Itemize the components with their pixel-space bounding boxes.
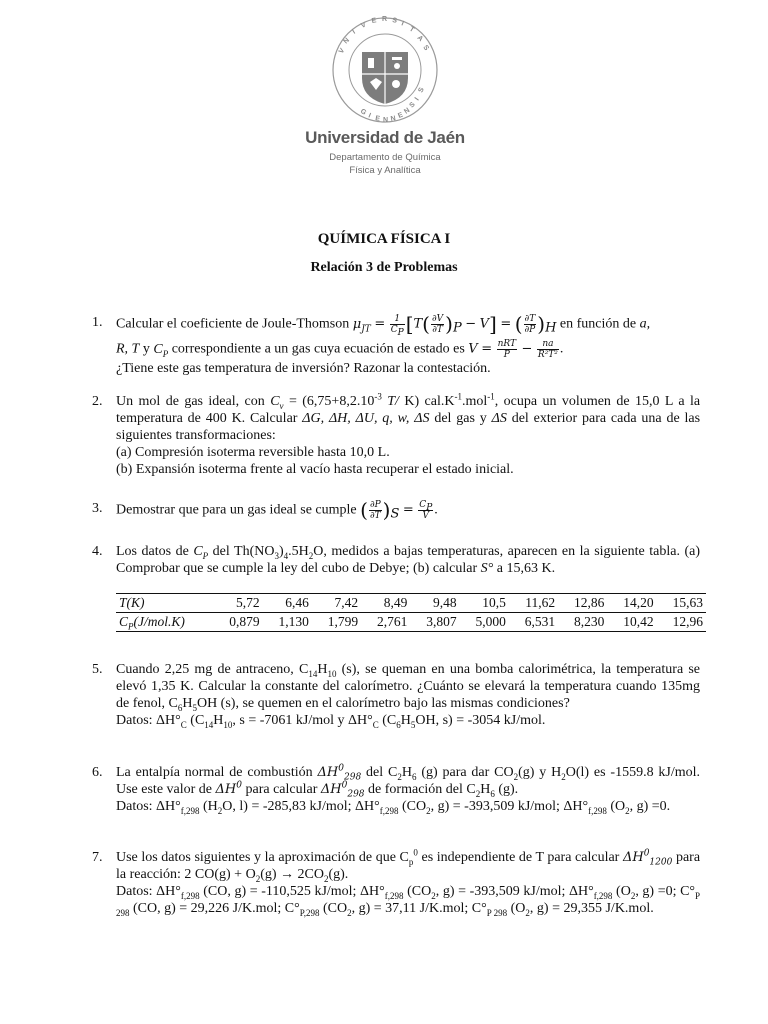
- table-cell: 15,63: [657, 594, 706, 613]
- problem-2: [92, 393, 700, 478]
- problem-3: [92, 500, 700, 521]
- department-name: [300, 151, 470, 177]
- problem-text: Los datos de $C_P$ del $Th(NO_3)_4.5H_2O$, medidos a bajas temperaturas, aparecen en la siguiente tabla. (a) Comprobar que se cumple la ley del cubo de Debye; (b) calcular S° a 15,63 K.: [116, 544, 701, 576]
- department-line-2: Física y Analítica: [349, 165, 421, 176]
- svg-text:E: E: [397, 111, 405, 120]
- table-row-label: $C_P(J/mol.K)$: [116, 613, 213, 632]
- table-cell: 5,72: [213, 594, 262, 613]
- svg-text:S: S: [391, 17, 398, 25]
- table-row: [116, 594, 706, 613]
- svg-text:A: A: [415, 34, 425, 43]
- svg-text:N: N: [342, 36, 351, 46]
- svg-text:E: E: [374, 115, 381, 123]
- problem-text: (a) Compresión isoterma reversible hasta 10,0 L.: [116, 445, 390, 460]
- table-cell: 3,807: [410, 613, 459, 632]
- table-cell: 8,230: [558, 613, 607, 632]
- problem-text: Use los datos siguientes y la aproximación de que $C_p^0$ es independiente de T para calcular $\Delta H^0_{1200}$ para la reacción: 2 $CO(g) + O_2(g) \to 2CO_2(g)$.: [116, 847, 701, 884]
- problem-number: 2.: [92, 394, 103, 409]
- svg-text:S: S: [417, 86, 426, 94]
- problem-number: 3.: [92, 501, 103, 516]
- problem-number: 6.: [92, 765, 103, 780]
- table-cell: 1,799: [312, 613, 361, 632]
- table-cell: 6,46: [263, 594, 312, 613]
- header: [300, 14, 470, 177]
- problem-text: Datos: $\Delta H^\circ_C$ ($C_{14}H_{10}$, s = -7061 kJ/mol y $\Delta H^\circ_C$ ($C_6H_5OH$, s) = -3054 kJ/mol.: [116, 713, 546, 730]
- problem-text: La entalpía normal de combustión $\Delta H^0_{298}$ del $C_2H_6$ (g) para dar $CO_2(g)$ y $H_2O(l)$ es -1559.8 kJ/mol. Use este valor de $\Delta H^0$ para calcular $\Delta H^0_{298}$ de formación del $C_2H_6$ (g).: [116, 763, 701, 800]
- table-cell: 8,49: [361, 594, 410, 613]
- svg-text:S: S: [421, 44, 430, 52]
- table-cell: 7,42: [312, 594, 361, 613]
- problem-text: ¿Tiene este gas temperatura de inversión? Razonar la contestación.: [116, 361, 491, 376]
- svg-text:I: I: [413, 96, 421, 103]
- table-cell: 2,761: [361, 613, 410, 632]
- problem-text: R, T y $C_P$ correspondiente a un gas cuya ecuación de estado es V = $\frac{\text{nRT}}{P}$ − $\frac{na}{\text{R²T²}}$ .: [116, 339, 564, 360]
- svg-text:N: N: [403, 107, 412, 116]
- department-line-1: Departamento de Química: [329, 152, 441, 163]
- svg-text:N: N: [390, 115, 397, 123]
- table-cell: 14,20: [607, 594, 656, 613]
- table-cell: 9,48: [410, 594, 459, 613]
- svg-text:N: N: [383, 117, 389, 124]
- table-cell: 6,531: [509, 613, 558, 632]
- svg-text:I: I: [367, 112, 372, 120]
- svg-text:T: T: [407, 25, 416, 34]
- svg-text:V: V: [360, 21, 368, 30]
- problem-text: Demostrar que para un gas ideal se cumple ( $\frac{\partial P}{\partial T}$ )$_S$ = $\frac{C_P}{V}$ .: [116, 498, 438, 522]
- table-cell: 11,62: [509, 594, 558, 613]
- table-cell: 0,879: [213, 613, 262, 632]
- table-cell: 1,130: [263, 613, 312, 632]
- university-name: Universidad de Jaén: [305, 128, 465, 147]
- page-subtitle: Relación 3 de Problemas: [310, 260, 458, 275]
- svg-text:S: S: [408, 101, 417, 110]
- problem-text: Datos: $\Delta H^\circ_{f,298}$ ($H_2O$, l) = -285,83 kJ/mol; $\Delta H^\circ_{f,298}$ ($CO_2$, g) = -393,509 kJ/mol; $\Delta H^\circ_{f,298}$ ($O_2$, g) =0.: [116, 799, 671, 816]
- problem-number: 1.: [92, 315, 103, 330]
- problem-7: [92, 849, 700, 917]
- page-title: QUÍMICA FÍSICA I: [317, 231, 451, 247]
- problem-1: [92, 314, 700, 377]
- table-cell: 12,86: [558, 594, 607, 613]
- problem-text: (b) Expansión isoterma frente al vacío hasta recuperar el estado inicial.: [116, 462, 514, 477]
- problem-text: Un mol de gas ideal, con $C_v = (6,75+8,2.10^{-3}$ T/ K) $cal.K^{-1}.mol^{-1}$, ocupa un volumen de 15,0 L a la temperatura de 400 K. Calcular ΔG, ΔH, ΔU, q, w, ΔS del gas y ΔS del exterior para cada una de las siguientes transformaciones:: [116, 391, 701, 443]
- university-seal-icon: [330, 14, 440, 126]
- table-cell: 12,96: [657, 613, 706, 632]
- problem-text: Cuando 2,25 mg de antraceno, $C_{14}H_{10}$ (s), se queman en una bomba calorimétrica, la temperatura se elevó 1,35 K. Calcular la constante del calorímetro. ¿Cuánto se elevará la temperatura cuando 135mg de fenol, $C_6H_5OH$ (s), se quemen en el calorímetro bajo las mismas condiciones?: [116, 662, 700, 713]
- svg-text:I: I: [351, 28, 357, 36]
- svg-text:V: V: [337, 47, 347, 56]
- problem-5: [92, 661, 700, 729]
- problem-6: [92, 764, 700, 815]
- problem-text: Datos: $\Delta H^\circ_{f,298}$ (CO, g) = -110,525 kJ/mol; $\Delta H^\circ_{f,298}$ ($CO_2$, g) = -393,509 kJ/mol; $\Delta H^\circ_{f,298}$ ($O_2$, g) =0; $C^\circ_{P 298}$ (CO, g) = 29,226 J/K.mol; $C^\circ_{P,298}$ ($CO_2$, g) = 37,11 J/K.mol; $C^\circ_{P 298}$ ($O_2$, g) = 29,355 J/K.mol.: [116, 884, 701, 918]
- table-row-label: T(K): [116, 594, 213, 613]
- table-cell: 10,42: [607, 613, 656, 632]
- svg-text:I: I: [400, 20, 405, 28]
- problem-text: Calcular el coeficiente de Joule-Thomson $\mu_{JT}$ = $\frac{1}{C_P}$ [T( $\frac{\partial V}{\partial T}$ )$_P - V$] = ( $\frac{\partial T}{\partial P}$ )$_H$ en función de a,: [116, 312, 651, 338]
- problem-4: [92, 543, 700, 577]
- svg-text:G: G: [358, 107, 368, 117]
- table-row: [116, 613, 706, 632]
- reaction-arrow-icon: →: [280, 867, 295, 882]
- heat-capacity-table: [116, 593, 706, 632]
- problem-number: 4.: [92, 544, 103, 559]
- svg-text:E: E: [371, 17, 377, 25]
- problem-number: 5.: [92, 662, 103, 677]
- table-cell: 5,000: [460, 613, 509, 632]
- table-cell: 10,5: [460, 594, 509, 613]
- svg-text:R: R: [382, 16, 388, 23]
- problem-number: 7.: [92, 850, 103, 865]
